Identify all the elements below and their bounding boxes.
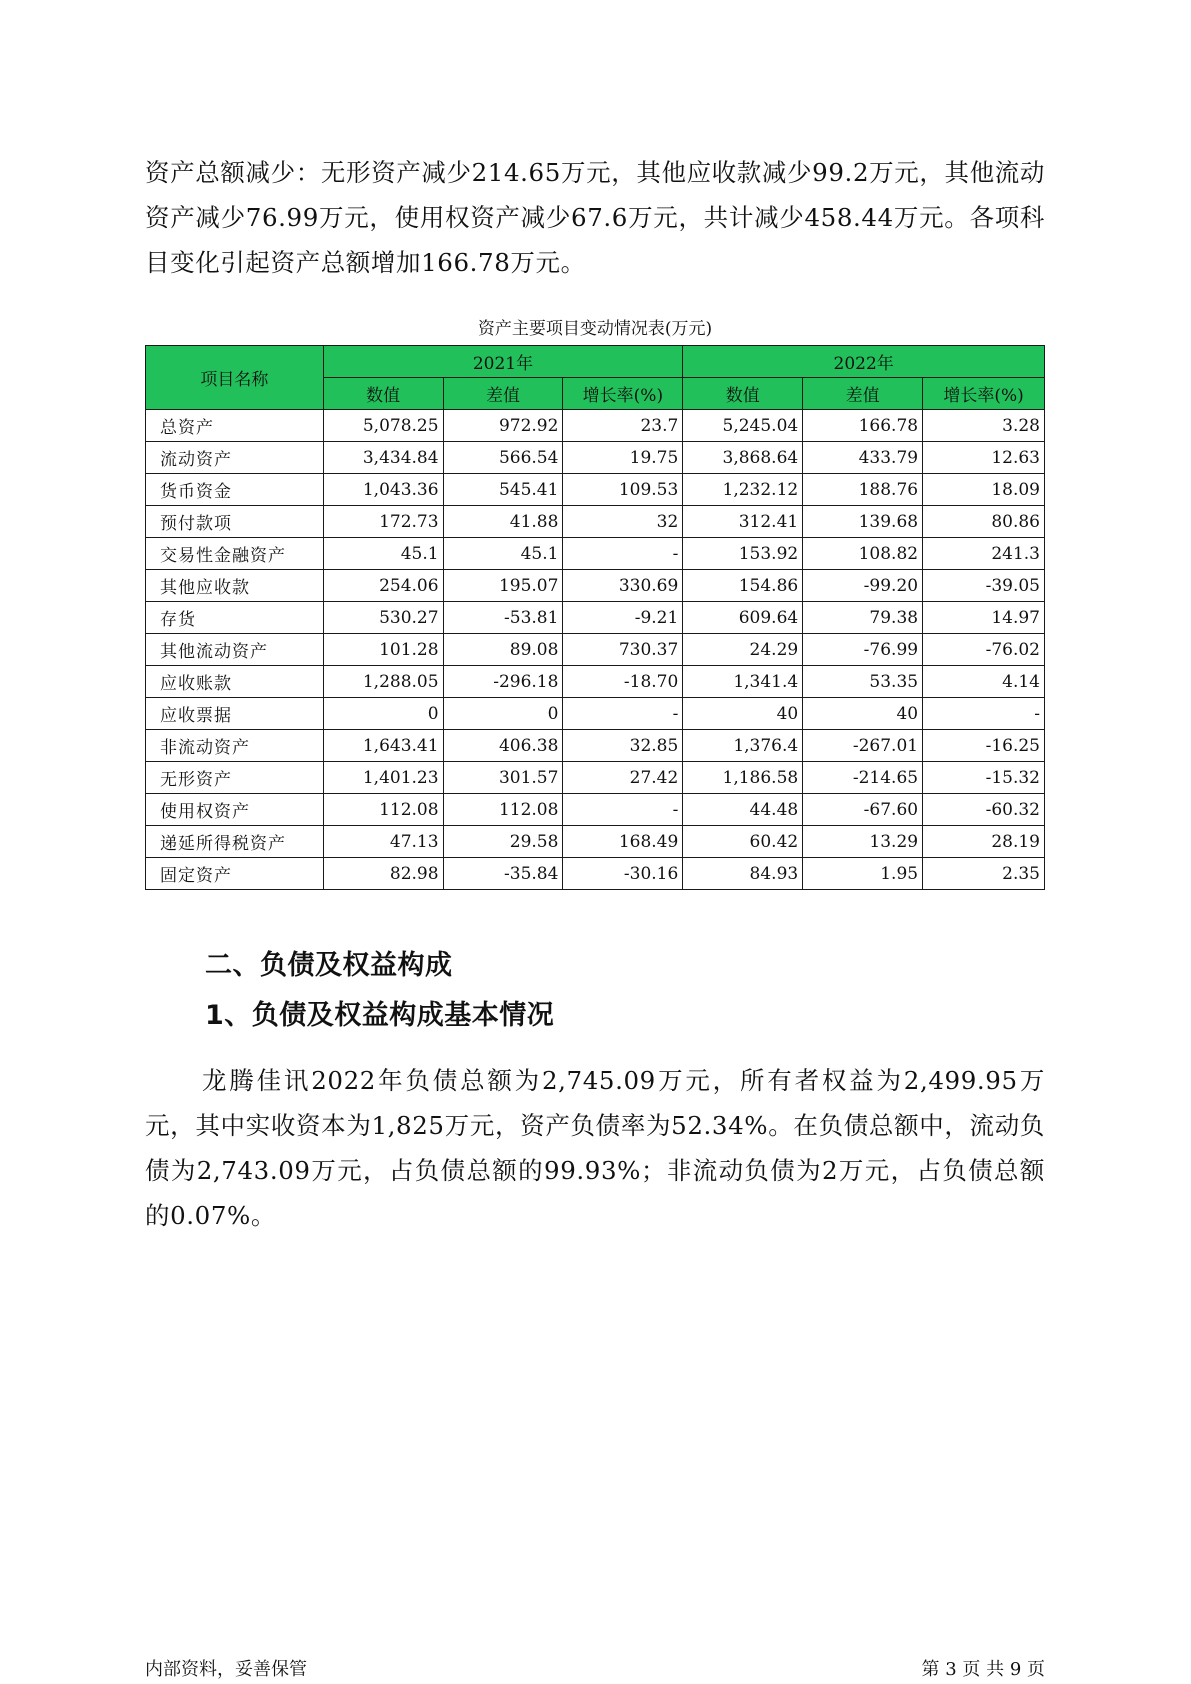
- subheader-cell: 数值: [323, 378, 443, 410]
- value-cell: 32: [563, 506, 683, 538]
- value-cell: 89.08: [443, 634, 563, 666]
- value-cell: 112.08: [323, 794, 443, 826]
- header-year-2021: 2021年: [323, 346, 683, 378]
- value-cell: 80.86: [923, 506, 1045, 538]
- value-cell: 166.78: [803, 410, 923, 442]
- table-row: [146, 634, 1045, 666]
- table-row: [146, 762, 1045, 794]
- row-name-cell: 非流动资产: [146, 730, 324, 762]
- value-cell: -: [563, 538, 683, 570]
- row-name-cell: 递延所得税资产: [146, 826, 324, 858]
- value-cell: 45.1: [323, 538, 443, 570]
- row-name-cell: 总资产: [146, 410, 324, 442]
- value-cell: 1,043.36: [323, 474, 443, 506]
- value-cell: 2.35: [923, 858, 1045, 890]
- table-row: [146, 442, 1045, 474]
- table-caption: 资产主要项目变动情况表(万元): [477, 319, 713, 339]
- value-cell: -267.01: [803, 730, 923, 762]
- value-cell: 40: [803, 698, 923, 730]
- value-cell: 5,245.04: [683, 410, 803, 442]
- value-cell: 40: [683, 698, 803, 730]
- value-cell: 1,186.58: [683, 762, 803, 794]
- sub-heading: 1、负债及权益构成基本情况: [205, 1000, 555, 1031]
- table-row: [146, 570, 1045, 602]
- intro-paragraph: 资产总额减少：无形资产减少214.65万元，其他应收款减少99.2万元，其他流动资产减少76.99万元，使用权资产减少67.6万元，共计减少458.44万元。各项科目变化引起资产总额增加166.78万元。: [145, 158, 1045, 277]
- subheader-cell: 差值: [803, 378, 923, 410]
- value-cell: 19.75: [563, 442, 683, 474]
- value-cell: 4.14: [923, 666, 1045, 698]
- value-cell: 5,078.25: [323, 410, 443, 442]
- section-heading: 二、负债及权益构成: [205, 950, 453, 981]
- value-cell: 406.38: [443, 730, 563, 762]
- table-row: [146, 506, 1045, 538]
- value-cell: -60.32: [923, 794, 1045, 826]
- table-row: [146, 410, 1045, 442]
- value-cell: 545.41: [443, 474, 563, 506]
- table-row: [146, 698, 1045, 730]
- value-cell: 3.28: [923, 410, 1045, 442]
- value-cell: 1,341.4: [683, 666, 803, 698]
- value-cell: 3,434.84: [323, 442, 443, 474]
- table-row: [146, 538, 1045, 570]
- table-row: [146, 730, 1045, 762]
- row-name-cell: 应收账款: [146, 666, 324, 698]
- table-body: [146, 410, 1045, 890]
- value-cell: 24.29: [683, 634, 803, 666]
- value-cell: -76.02: [923, 634, 1045, 666]
- row-name-cell: 其他应收款: [146, 570, 324, 602]
- row-name-cell: 交易性金融资产: [146, 538, 324, 570]
- subheader-cell: 差值: [443, 378, 563, 410]
- value-cell: 108.82: [803, 538, 923, 570]
- value-cell: -39.05: [923, 570, 1045, 602]
- value-cell: 109.53: [563, 474, 683, 506]
- subheader-cell: 增长率(%): [923, 378, 1045, 410]
- table-row: [146, 794, 1045, 826]
- value-cell: -99.20: [803, 570, 923, 602]
- value-cell: 29.58: [443, 826, 563, 858]
- value-cell: 32.85: [563, 730, 683, 762]
- value-cell: -30.16: [563, 858, 683, 890]
- value-cell: -9.21: [563, 602, 683, 634]
- value-cell: 972.92: [443, 410, 563, 442]
- value-cell: 44.48: [683, 794, 803, 826]
- table-row: [146, 858, 1045, 890]
- value-cell: 23.7: [563, 410, 683, 442]
- row-name-cell: 固定资产: [146, 858, 324, 890]
- table-header: [146, 346, 1045, 410]
- value-cell: 47.13: [323, 826, 443, 858]
- value-cell: 14.97: [923, 602, 1045, 634]
- value-cell: 1,401.23: [323, 762, 443, 794]
- value-cell: 12.63: [923, 442, 1045, 474]
- subheader-cell: 增长率(%): [563, 378, 683, 410]
- value-cell: 27.42: [563, 762, 683, 794]
- value-cell: 101.28: [323, 634, 443, 666]
- row-name-cell: 货币资金: [146, 474, 324, 506]
- value-cell: 112.08: [443, 794, 563, 826]
- value-cell: 45.1: [443, 538, 563, 570]
- value-cell: 18.09: [923, 474, 1045, 506]
- value-cell: -: [563, 794, 683, 826]
- value-cell: 1,643.41: [323, 730, 443, 762]
- value-cell: 154.86: [683, 570, 803, 602]
- row-name-cell: 应收票据: [146, 698, 324, 730]
- value-cell: 312.41: [683, 506, 803, 538]
- value-cell: 60.42: [683, 826, 803, 858]
- row-name-cell: 无形资产: [146, 762, 324, 794]
- value-cell: -53.81: [443, 602, 563, 634]
- header-item-name: 项目名称: [146, 346, 324, 410]
- value-cell: 139.68: [803, 506, 923, 538]
- value-cell: -67.60: [803, 794, 923, 826]
- value-cell: 13.29: [803, 826, 923, 858]
- value-cell: 0: [323, 698, 443, 730]
- value-cell: 84.93: [683, 858, 803, 890]
- liability-paragraph: 龙腾佳讯2022年负债总额为2,745.09万元，所有者权益为2,499.95万元，其中实收资本为1,825万元，资产负债率为52.34%。在负债总额中，流动负债为2,743.09万元，占负债总额的99.93%；非流动负债为2万元，占负债总额的0.07%。: [145, 1066, 1045, 1230]
- value-cell: -15.32: [923, 762, 1045, 794]
- value-cell: 730.37: [563, 634, 683, 666]
- value-cell: 153.92: [683, 538, 803, 570]
- row-name-cell: 预付款项: [146, 506, 324, 538]
- header-year-2022: 2022年: [683, 346, 1045, 378]
- value-cell: 254.06: [323, 570, 443, 602]
- value-cell: 28.19: [923, 826, 1045, 858]
- value-cell: -214.65: [803, 762, 923, 794]
- row-name-cell: 使用权资产: [146, 794, 324, 826]
- value-cell: 566.54: [443, 442, 563, 474]
- value-cell: 53.35: [803, 666, 923, 698]
- value-cell: 609.64: [683, 602, 803, 634]
- value-cell: 188.76: [803, 474, 923, 506]
- value-cell: 82.98: [323, 858, 443, 890]
- value-cell: 195.07: [443, 570, 563, 602]
- row-name-cell: 流动资产: [146, 442, 324, 474]
- value-cell: -18.70: [563, 666, 683, 698]
- asset-change-table: [145, 345, 1045, 890]
- value-cell: 1,288.05: [323, 666, 443, 698]
- value-cell: 433.79: [803, 442, 923, 474]
- value-cell: 1,232.12: [683, 474, 803, 506]
- value-cell: -296.18: [443, 666, 563, 698]
- value-cell: 79.38: [803, 602, 923, 634]
- value-cell: 301.57: [443, 762, 563, 794]
- value-cell: 41.88: [443, 506, 563, 538]
- value-cell: 1,376.4: [683, 730, 803, 762]
- row-name-cell: 其他流动资产: [146, 634, 324, 666]
- value-cell: 3,868.64: [683, 442, 803, 474]
- value-cell: 172.73: [323, 506, 443, 538]
- value-cell: -35.84: [443, 858, 563, 890]
- table-row: [146, 474, 1045, 506]
- footer-confidential-note: 内部资料，妥善保管: [145, 1659, 307, 1680]
- table-row: [146, 666, 1045, 698]
- value-cell: -: [563, 698, 683, 730]
- value-cell: 241.3: [923, 538, 1045, 570]
- footer-page-number: 第 3 页 共 9 页: [921, 1659, 1045, 1680]
- value-cell: 1.95: [803, 858, 923, 890]
- row-name-cell: 存货: [146, 602, 324, 634]
- table-row: [146, 826, 1045, 858]
- subheader-cell: 数值: [683, 378, 803, 410]
- value-cell: -16.25: [923, 730, 1045, 762]
- value-cell: 530.27: [323, 602, 443, 634]
- value-cell: -: [923, 698, 1045, 730]
- value-cell: -76.99: [803, 634, 923, 666]
- value-cell: 168.49: [563, 826, 683, 858]
- value-cell: 0: [443, 698, 563, 730]
- value-cell: 330.69: [563, 570, 683, 602]
- table-row: [146, 602, 1045, 634]
